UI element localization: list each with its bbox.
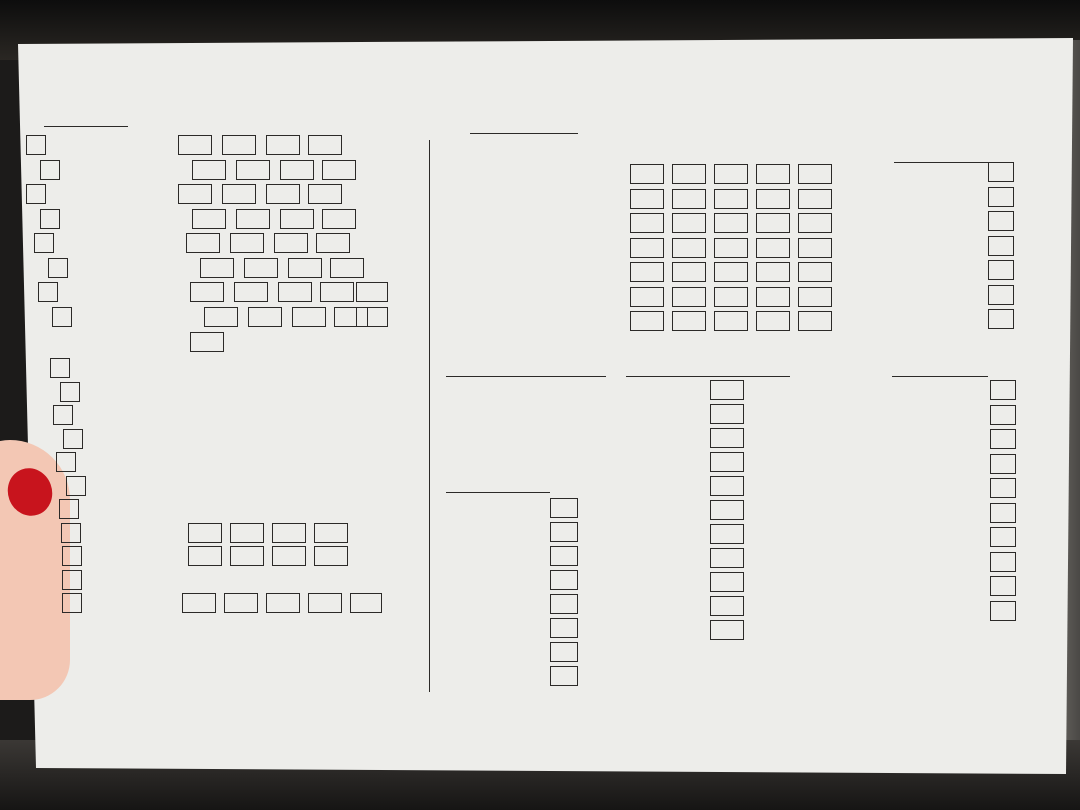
aquatic-select-box[interactable] <box>710 524 744 544</box>
spice-box[interactable] <box>248 307 282 327</box>
spice-box[interactable] <box>330 258 364 278</box>
spice-box[interactable] <box>230 546 264 566</box>
hotpot-select-box[interactable] <box>48 258 68 278</box>
soup-select-box[interactable] <box>988 309 1014 329</box>
spice-box[interactable] <box>322 209 356 229</box>
aquatic-select-box[interactable] <box>710 452 744 472</box>
spice-box[interactable] <box>230 233 264 253</box>
spice-box[interactable] <box>630 164 664 184</box>
spice-box[interactable] <box>308 135 342 155</box>
spice-box[interactable] <box>272 523 306 543</box>
spice-box[interactable] <box>222 135 256 155</box>
seafood-select-box[interactable] <box>550 498 578 518</box>
spice-box[interactable] <box>188 546 222 566</box>
spice-box[interactable] <box>672 189 706 209</box>
hotpot-select-box[interactable] <box>38 282 58 302</box>
hotpot-select-box[interactable] <box>52 307 72 327</box>
spice-box[interactable] <box>280 209 314 229</box>
drink-select-box[interactable] <box>990 429 1016 449</box>
hotpot-select-box[interactable] <box>63 429 83 449</box>
spice-box[interactable] <box>200 258 234 278</box>
hotpot-title-underline <box>44 126 128 127</box>
spice-box[interactable] <box>714 213 748 233</box>
hotpot-select-box[interactable] <box>59 499 79 519</box>
spice-box[interactable] <box>798 213 832 233</box>
hotpot-select-box[interactable] <box>26 184 46 204</box>
hotpot-select-box[interactable] <box>62 570 82 590</box>
hotpot-select-box[interactable] <box>40 209 60 229</box>
seafood-select-box[interactable] <box>550 666 578 686</box>
spice-box[interactable] <box>672 287 706 307</box>
drink-select-box[interactable] <box>990 405 1016 425</box>
spice-box[interactable] <box>266 135 300 155</box>
aquatic-select-box[interactable] <box>710 548 744 568</box>
spice-box[interactable] <box>292 307 326 327</box>
soup-select-box[interactable] <box>988 260 1014 280</box>
spice-box[interactable] <box>798 164 832 184</box>
soup-select-box[interactable] <box>988 211 1014 231</box>
column-divider <box>429 140 430 692</box>
spice-box[interactable] <box>188 523 222 543</box>
spice-box[interactable] <box>314 523 348 543</box>
seafood-select-box[interactable] <box>550 618 578 638</box>
extra-box[interactable] <box>190 332 224 352</box>
spice-box[interactable] <box>714 311 748 331</box>
hotpot-select-box[interactable] <box>62 593 82 613</box>
spice-box[interactable] <box>288 258 322 278</box>
spice-box[interactable] <box>756 262 790 282</box>
spice-box[interactable] <box>266 184 300 204</box>
spice-box[interactable] <box>308 593 342 613</box>
spice-box[interactable] <box>756 238 790 258</box>
spice-box[interactable] <box>178 135 212 155</box>
spice-box[interactable] <box>672 238 706 258</box>
spice-box[interactable] <box>672 213 706 233</box>
seafood-underline <box>446 492 550 493</box>
spice-box[interactable] <box>630 189 664 209</box>
soup-select-box[interactable] <box>988 162 1014 182</box>
spice-box[interactable] <box>182 593 216 613</box>
spice-box[interactable] <box>234 282 268 302</box>
hotpot-select-box[interactable] <box>56 452 76 472</box>
spice-box[interactable] <box>756 189 790 209</box>
spice-box[interactable] <box>798 287 832 307</box>
spice-box[interactable] <box>714 164 748 184</box>
hotpot-select-box[interactable] <box>53 405 73 425</box>
spice-box[interactable] <box>798 189 832 209</box>
spice-box[interactable] <box>672 262 706 282</box>
spice-box[interactable] <box>308 184 342 204</box>
aquatic-select-box[interactable] <box>710 572 744 592</box>
spice-box[interactable] <box>714 287 748 307</box>
spice-box[interactable] <box>356 282 388 302</box>
hotpot-select-box[interactable] <box>26 135 46 155</box>
soup-select-box[interactable] <box>988 187 1014 207</box>
spice-box[interactable] <box>316 233 350 253</box>
aquatic-select-box[interactable] <box>710 500 744 520</box>
menu-sheet <box>18 38 1073 774</box>
spice-box[interactable] <box>320 282 354 302</box>
soup-select-box[interactable] <box>988 285 1014 305</box>
spice-box[interactable] <box>190 282 224 302</box>
spice-box[interactable] <box>798 311 832 331</box>
spice-box[interactable] <box>714 189 748 209</box>
drink-select-box[interactable] <box>990 454 1016 474</box>
soup-title-underline <box>894 162 990 163</box>
drink-select-box[interactable] <box>990 380 1016 400</box>
aquatic-select-box[interactable] <box>710 476 744 496</box>
spice-box[interactable] <box>630 238 664 258</box>
spice-box[interactable] <box>350 593 382 613</box>
spice-box[interactable] <box>756 287 790 307</box>
drink-select-box[interactable] <box>990 576 1016 596</box>
aquatic-underline <box>626 376 790 377</box>
aquatic-select-box[interactable] <box>710 620 744 640</box>
hotpot-select-box[interactable] <box>62 546 82 566</box>
spice-box[interactable] <box>272 546 306 566</box>
seafood-select-box[interactable] <box>550 642 578 662</box>
spice-box[interactable] <box>714 238 748 258</box>
seafood-select-box[interactable] <box>550 594 578 614</box>
drypot-title-underline <box>470 133 578 134</box>
hotpot-select-box[interactable] <box>66 476 86 496</box>
drinks-underline <box>892 376 988 377</box>
spice-box[interactable] <box>630 287 664 307</box>
spice-box[interactable] <box>204 307 238 327</box>
spice-box[interactable] <box>322 160 356 180</box>
spice-box[interactable] <box>230 523 264 543</box>
spice-box[interactable] <box>244 258 278 278</box>
spice-box[interactable] <box>756 311 790 331</box>
hotpot-select-box[interactable] <box>34 233 54 253</box>
spice-box[interactable] <box>274 233 308 253</box>
spice-box[interactable] <box>236 209 270 229</box>
seafood-select-box[interactable] <box>550 570 578 590</box>
spice-box[interactable] <box>630 262 664 282</box>
sashimi-underline <box>446 376 606 377</box>
drink-select-box[interactable] <box>990 552 1016 572</box>
spice-box[interactable] <box>266 593 300 613</box>
drink-select-box[interactable] <box>990 601 1016 621</box>
spice-box[interactable] <box>186 233 220 253</box>
spice-box[interactable] <box>714 262 748 282</box>
drink-select-box[interactable] <box>990 503 1016 523</box>
aquatic-select-box[interactable] <box>710 380 744 400</box>
soup-select-box[interactable] <box>988 236 1014 256</box>
spice-box[interactable] <box>192 160 226 180</box>
drink-select-box[interactable] <box>990 527 1016 547</box>
spice-box[interactable] <box>222 184 256 204</box>
spice-box[interactable] <box>178 184 212 204</box>
spice-box[interactable] <box>672 311 706 331</box>
spice-box[interactable] <box>280 160 314 180</box>
spice-box[interactable] <box>630 311 664 331</box>
aquatic-select-box[interactable] <box>710 404 744 424</box>
hotpot-select-box[interactable] <box>61 523 81 543</box>
spice-box[interactable] <box>278 282 312 302</box>
spice-box[interactable] <box>798 262 832 282</box>
hotpot-select-box[interactable] <box>50 358 70 378</box>
spice-box[interactable] <box>192 209 226 229</box>
spice-box[interactable] <box>356 307 388 327</box>
spice-box[interactable] <box>236 160 270 180</box>
seafood-select-box[interactable] <box>550 522 578 542</box>
drink-select-box[interactable] <box>990 478 1016 498</box>
spice-box[interactable] <box>630 213 664 233</box>
aquatic-select-box[interactable] <box>710 596 744 616</box>
spice-box[interactable] <box>798 238 832 258</box>
hotpot-select-box[interactable] <box>60 382 80 402</box>
spice-box[interactable] <box>756 213 790 233</box>
aquatic-select-box[interactable] <box>710 428 744 448</box>
spice-box[interactable] <box>672 164 706 184</box>
seafood-select-box[interactable] <box>550 546 578 566</box>
spice-box[interactable] <box>224 593 258 613</box>
hotpot-select-box[interactable] <box>40 160 60 180</box>
spice-box[interactable] <box>314 546 348 566</box>
spice-box[interactable] <box>756 164 790 184</box>
